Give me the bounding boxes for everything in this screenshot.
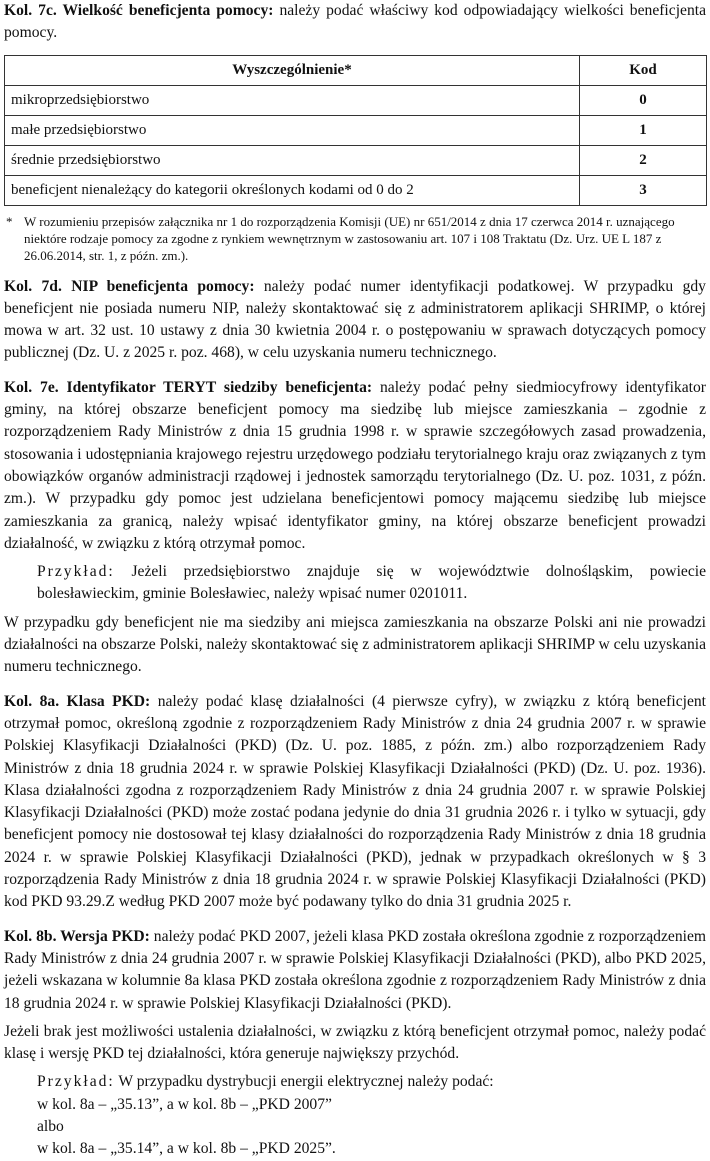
- col7e-paragraph: [4, 377, 706, 555]
- col8b-example: [4, 1071, 706, 1160]
- example-label: Przykład:: [37, 563, 115, 581]
- col8b-paragraph: [4, 926, 706, 1015]
- col8b-text: należy podać PKD 2007, jeżeli klasa PKD została określona zgodnie z rozporządzeniem Rady Ministrów z dnia 24 grudnia 2007 r. w sprawie Polskiej Klasyfikacji Działalności (PKD), albo PKD 2025, jeżeli wskazana w kolumnie 8a klasa PKD została określona zgodnie z rozporządzeniem Rady Ministrów z dnia 18 grudnia 2024 r. w sprawie Polskiej Klasyfikacji Działalności (PKD).: [4, 927, 706, 1012]
- row-code: 2: [580, 145, 707, 175]
- table-header-row: [5, 55, 707, 85]
- col8a-text: należy podać klasę działalności (4 pierwsze cyfry), w związku z którą beneficjent otrzymał pomoc, określoną zgodnie z rozporządzeniem Rady Ministrów z dnia 24 grudnia 2007 r. w sprawie Polskiej Klasyfikacji Działalności (PKD) (Dz. U. poz. 1885, z późn. zm.) albo rozporządzeniem Rady Ministrów z dnia 18 grudnia 2024 r. w sprawie Polskiej Klasyfikacji Działalności (PKD) (Dz. U. poz. 1936). Klasa działalności zgodna z rozporządzeniem Rady Ministrów z dnia 24 grudnia 2007 r. w sprawie Polskiej Klasyfikacji Działalności (PKD) może zostać podana jedynie do dnia 31 grudnia 2026 r. i tylko w sytuacji, gdy beneficjent pomocy nie dostosował tej klasy działalności do rozporządzenia Rady Ministrów z dnia 18 grudnia 2024 r. w sprawie Polskiej Klasyfikacji Działalności (PKD), jednak w przypadkach określonych w § 3 rozporządzenia Rady Ministrów z dnia 18 grudnia 2024 r. w sprawie Polskiej Klasyfikacji Działalności (PKD) kod PKD 93.29.Z według PKD 2007 może być podawany tylko do dnia 31 grudnia 2025 r.: [4, 692, 706, 911]
- col7c-heading: Kol. 7c. Wielkość beneficjenta pomocy:: [4, 2, 274, 19]
- header-description: Wyszczególnienie*: [5, 55, 580, 85]
- col7e-heading: Kol. 7e. Identyfikator TERYT siedziby beneficjenta:: [4, 378, 373, 396]
- col7d-text: należy podać numer identyfikacji podatkowej. W przypadku gdy beneficjent nie posiada numeru NIP, należy skontaktować się z administratorem aplikacji SHRIMP, o której mowa w art. 32 ust. 10 ustawy z dnia 30 kwietnia 2004 r. o postępowaniu w sprawach dotyczących pomocy publicznej (Dz. U. z 2025 r. poz. 468), w celu uzyskania numeru technicznego.: [4, 277, 706, 362]
- table-footnote: [4, 213, 706, 264]
- col7e-note: W przypadku gdy beneficjent nie ma siedziby ani miejsca zamieszkania na obszarze Polski ani nie prowadzi działalności na obszarze Polski, należy skontaktować się z administratorem aplikacji SHRIMP w celu uzyskania numeru technicznego.: [4, 613, 706, 676]
- example-text: W przypadku dystrybucji energii elektrycznej należy podać:: [114, 1073, 494, 1091]
- col8a-heading: Kol. 8a. Klasa PKD:: [4, 692, 151, 710]
- row-label: beneficjent nienależący do kategorii określonych kodami od 0 do 2: [5, 175, 580, 205]
- row-code: 1: [580, 115, 707, 145]
- col8b-note: Jeżeli brak jest możliwości ustalenia działalności, w związku z którą beneficjent otrzymał pomoc, należy podać klasę i wersję PKD tej działalności, która generuje największy przychód.: [4, 1022, 706, 1063]
- example-text: Jeżeli przedsiębiorstwo znajduje się w województwie dolnośląskim, powiecie bolesławieckim, gminie Bolesławiec, należy wpisać numer 0201011.: [37, 563, 706, 603]
- row-label: małe przedsiębiorstwo: [5, 115, 580, 145]
- example-line: albo: [37, 1117, 64, 1135]
- col7d-paragraph: [4, 276, 706, 365]
- col8a-paragraph: [4, 691, 706, 914]
- col7c-paragraph: [4, 0, 706, 45]
- col7c-text: należy podać właściwy kod odpowiadający wielkości beneficjenta pomocy.: [4, 2, 706, 42]
- example-intro: [37, 1071, 706, 1093]
- footnote-text: W rozumieniu przepisów załącznika nr 1 do rozporządzenia Komisji (UE) nr 651/2014 z dnia 17 czerwca 2014 r. uznającego niektóre rodzaje pomocy za zgodne z rynkiem wewnętrznym w zastosowaniu art. 107 i 108 Traktatu (Dz. Urz. UE L 187 z 26.06.2014, str. 1, z późn. zm.).: [24, 213, 675, 263]
- row-code: 0: [580, 85, 707, 115]
- header-code: Kod: [580, 55, 707, 85]
- col7e-example: [4, 561, 706, 606]
- example-line: w kol. 8a – „35.13”, a w kol. 8b – „PKD 2007”: [37, 1095, 332, 1113]
- table-row: [5, 175, 707, 205]
- row-label: mikroprzedsiębiorstwo: [5, 85, 580, 115]
- col7d-heading: Kol. 7d. NIP beneficjenta pomocy:: [4, 277, 255, 295]
- col8b-heading: Kol. 8b. Wersja PKD:: [4, 927, 150, 945]
- example-line: w kol. 8a – „35.14”, a w kol. 8b – „PKD 2025”.: [37, 1140, 336, 1158]
- col7e-text: należy podać pełny siedmiocyfrowy identyfikator gminy, na której obszarze beneficjent pomocy ma siedzibę lub miejsce zamieszkania – zgodnie z rozporządzeniem Rady Ministrów z dnia 15 grudnia 1998 r. w sprawie szczegółowych zasad prowadzenia, stosowania i udostępniania krajowego rejestru urzędowego podziału terytorialnego kraju oraz związanych z tym obowiązków organów administracji rządowej i jednostek samorządu terytorialnego (Dz. U. poz. 1031, z późn. zm.). W przypadku gdy pomoc jest udzielana beneficjentowi pomocy mającemu siedzibę lub miejsce zamieszkania za granicą, należy wpisać identyfikator gminy, na której obszarze beneficjent prowadzi działalność, w związku z którą otrzymał pomoc.: [4, 378, 706, 552]
- row-code: 3: [580, 175, 707, 205]
- size-code-table: [4, 55, 707, 206]
- table-row: [5, 115, 707, 145]
- row-label: średnie przedsiębiorstwo: [5, 145, 580, 175]
- table-row: [5, 145, 707, 175]
- footnote-marker: *: [6, 213, 13, 229]
- example-label: Przykład:: [37, 1073, 115, 1091]
- table-row: [5, 85, 707, 115]
